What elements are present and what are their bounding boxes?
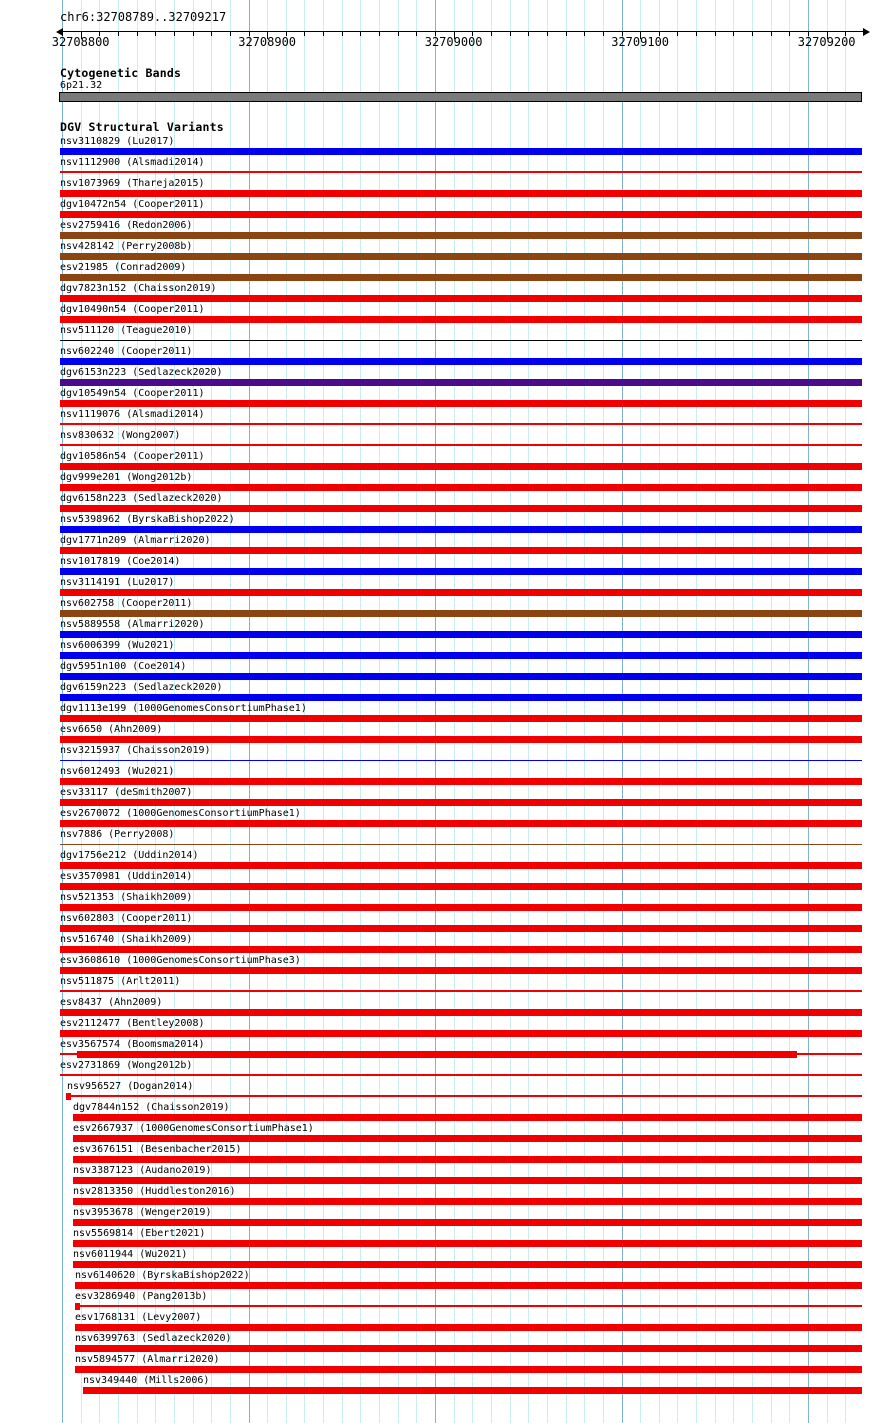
variant-bar[interactable] xyxy=(60,652,862,659)
variant-bar[interactable] xyxy=(60,316,862,323)
variant-bar[interactable] xyxy=(60,610,862,617)
ruler-tick-label: 32708800 xyxy=(51,35,110,49)
variant-label[interactable]: esv2731869 (Wong2012b) xyxy=(60,1060,193,1071)
variant-label[interactable]: esv2667937 (1000GenomesConsortiumPhase1) xyxy=(73,1123,314,1134)
variant-label[interactable]: nsv3215937 (Chaisson2019) xyxy=(60,745,211,756)
variant-label[interactable]: dgv10472n54 (Cooper2011) xyxy=(60,199,205,210)
variant-bar[interactable] xyxy=(60,844,862,845)
variant-bar[interactable] xyxy=(75,1324,862,1331)
variant-label[interactable]: nsv6012493 (Wu2021) xyxy=(60,766,175,777)
variant-bar[interactable] xyxy=(60,904,862,911)
variant-label[interactable]: dgv10549n54 (Cooper2011) xyxy=(60,388,205,399)
variant-bar[interactable] xyxy=(73,1156,862,1163)
variant-bar[interactable] xyxy=(71,1095,862,1097)
variant-bar[interactable] xyxy=(73,1219,862,1226)
variant-bar[interactable] xyxy=(60,778,862,785)
variant-label[interactable]: nsv1017819 (Coe2014) xyxy=(60,556,181,567)
variant-label[interactable]: nsv830632 (Wong2007) xyxy=(60,430,181,441)
cytoband-bar[interactable] xyxy=(59,92,862,102)
variant-label[interactable]: nsv6011944 (Wu2021) xyxy=(73,1249,188,1260)
ruler-tick xyxy=(137,32,138,36)
variant-label[interactable]: nsv521353 (Shaikh2009) xyxy=(60,892,193,903)
variant-label[interactable]: esv1768131 (Levy2007) xyxy=(75,1312,202,1323)
variant-label[interactable]: nsv349440 (Mills2006) xyxy=(83,1375,210,1386)
variant-bar[interactable] xyxy=(60,400,862,407)
variant-bar[interactable] xyxy=(60,190,862,197)
variant-bar[interactable] xyxy=(60,171,862,173)
cytogenetic-track-title: Cytogenetic Bands xyxy=(60,66,182,80)
variant-bar[interactable] xyxy=(77,1051,797,1058)
variant-label[interactable]: nsv516740 (Shaikh2009) xyxy=(60,934,193,945)
variant-label[interactable]: nsv1112900 (Alsmadi2014) xyxy=(60,157,205,168)
variant-bar[interactable] xyxy=(73,1177,862,1184)
variant-label[interactable]: nsv511120 (Teague2010) xyxy=(60,325,193,336)
ruler-tick xyxy=(211,32,212,36)
variant-bar[interactable] xyxy=(60,925,862,932)
variant-label[interactable]: nsv5894577 (Almarri2020) xyxy=(75,1354,220,1365)
variant-bar[interactable] xyxy=(75,1366,862,1373)
variant-bar[interactable] xyxy=(60,505,862,512)
variant-bar[interactable] xyxy=(60,799,862,806)
variant-label[interactable]: dgv10490n54 (Cooper2011) xyxy=(60,304,205,315)
ruler-tick xyxy=(323,32,324,36)
variant-label[interactable]: nsv1119076 (Alsmadi2014) xyxy=(60,409,205,420)
ruler-tick xyxy=(174,32,175,36)
variant-bar[interactable] xyxy=(60,589,862,596)
variant-label[interactable]: esv3286940 (Pang2013b) xyxy=(75,1291,208,1302)
variant-label[interactable]: nsv5398962 (ByrskaBishop2022) xyxy=(60,514,235,525)
variant-label[interactable]: dgv10586n54 (Cooper2011) xyxy=(60,451,205,462)
ruler-tick-label: 32709200 xyxy=(797,35,856,49)
variant-label[interactable]: esv2759416 (Redon2006) xyxy=(60,220,193,231)
variant-label[interactable]: dgv7823n152 (Chaisson2019) xyxy=(60,283,217,294)
variant-bar[interactable] xyxy=(60,883,862,890)
ruler-tick xyxy=(696,32,697,36)
variant-bar[interactable] xyxy=(73,1135,862,1142)
variant-label[interactable]: dgv1113e199 (1000GenomesConsortiumPhase1) xyxy=(60,703,307,714)
variant-label[interactable]: nsv428142 (Perry2008b) xyxy=(60,241,193,252)
variant-bar[interactable] xyxy=(60,990,862,992)
variant-bar[interactable] xyxy=(60,631,862,638)
variant-bar[interactable] xyxy=(60,358,862,365)
ruler-tick xyxy=(360,32,361,36)
variant-bar[interactable] xyxy=(60,211,862,218)
variant-bar[interactable] xyxy=(60,694,862,701)
variant-bar[interactable] xyxy=(60,423,862,425)
variant-label[interactable]: nsv602803 (Cooper2011) xyxy=(60,913,193,924)
ruler-tick xyxy=(528,32,529,36)
variant-label[interactable]: dgv5951n100 (Coe2014) xyxy=(60,661,187,672)
ruler-tick-label: 32709000 xyxy=(424,35,483,49)
variant-label[interactable]: esv6650 (Ahn2009) xyxy=(60,724,163,735)
variant-bar[interactable] xyxy=(60,1074,862,1076)
ruler-tick xyxy=(566,32,567,36)
ruler-tick xyxy=(733,32,734,36)
variant-label[interactable]: esv21985 (Conrad2009) xyxy=(60,262,187,273)
ruler-tick-label: 32708900 xyxy=(238,35,297,49)
variant-bar[interactable] xyxy=(60,444,862,446)
ruler-tick xyxy=(193,32,194,36)
variant-bar[interactable] xyxy=(60,340,862,341)
variant-label[interactable]: nsv511875 (Arlt2011) xyxy=(60,976,181,987)
variant-bar[interactable] xyxy=(73,1114,862,1121)
variant-bar[interactable] xyxy=(60,673,862,680)
variant-bar[interactable] xyxy=(83,1387,862,1394)
variant-bar[interactable] xyxy=(75,1345,862,1352)
variant-label[interactable]: esv2112477 (Bentley2008) xyxy=(60,1018,205,1029)
variant-label[interactable]: esv3567574 (Boomsma2014) xyxy=(60,1039,205,1050)
variant-bar[interactable] xyxy=(73,1261,862,1268)
variant-bar[interactable] xyxy=(60,463,862,470)
variant-bar[interactable] xyxy=(60,232,862,239)
variant-bar[interactable] xyxy=(60,526,862,533)
ruler-tick xyxy=(398,32,399,36)
variant-bar[interactable] xyxy=(80,1305,862,1307)
cytoband-name: 6p21.32 xyxy=(60,80,103,91)
variant-bar[interactable] xyxy=(75,1282,862,1289)
variant-label[interactable]: nsv3953678 (Wenger2019) xyxy=(73,1207,212,1218)
variant-label[interactable]: nsv5569814 (Ebert2021) xyxy=(73,1228,206,1239)
ruler-right-arrow-icon xyxy=(863,28,870,36)
variant-label[interactable]: dgv1771n209 (Almarri2020) xyxy=(60,535,211,546)
variant-label[interactable]: nsv602240 (Cooper2011) xyxy=(60,346,193,357)
variant-label[interactable]: dgv6158n223 (Sedlazeck2020) xyxy=(60,493,223,504)
variant-bar[interactable] xyxy=(60,568,862,575)
ruler-tick xyxy=(752,32,753,36)
variant-bar[interactable] xyxy=(60,862,862,869)
ruler-tick xyxy=(155,32,156,36)
variant-label[interactable]: nsv5889558 (Almarri2020) xyxy=(60,619,205,630)
variant-label[interactable]: esv3570981 (Uddin2014) xyxy=(60,871,193,882)
variant-label[interactable]: dgv6153n223 (Sedlazeck2020) xyxy=(60,367,223,378)
variant-label[interactable]: nsv7886 (Perry2008) xyxy=(60,829,175,840)
ruler-tick-label: 32709100 xyxy=(611,35,670,49)
variant-bar[interactable] xyxy=(60,760,862,761)
variant-bar[interactable] xyxy=(60,820,862,827)
ruler-axis-line xyxy=(62,31,864,32)
variant-label[interactable]: nsv3387123 (Audano2019) xyxy=(73,1165,212,1176)
variant-label[interactable]: nsv6006399 (Wu2021) xyxy=(60,640,175,651)
variant-label[interactable]: nsv6399763 (Sedlazeck2020) xyxy=(75,1333,232,1344)
variant-label[interactable]: dgv1756e212 (Uddin2014) xyxy=(60,850,199,861)
ruler-tick xyxy=(342,32,343,36)
ruler-tick xyxy=(510,32,511,36)
variant-bar[interactable] xyxy=(60,379,862,386)
variant-bar[interactable] xyxy=(60,946,862,953)
variant-label[interactable]: nsv602758 (Cooper2011) xyxy=(60,598,193,609)
variant-bar[interactable] xyxy=(60,148,862,155)
variant-label[interactable]: nsv2813350 (Huddleston2016) xyxy=(73,1186,236,1197)
variant-bar[interactable] xyxy=(60,1009,862,1016)
variant-bar[interactable] xyxy=(60,1030,862,1037)
variant-label[interactable]: nsv3114191 (Lu2017) xyxy=(60,577,175,588)
variant-label[interactable]: nsv956527 (Dogan2014) xyxy=(67,1081,194,1092)
variant-bar[interactable] xyxy=(73,1198,862,1205)
variant-label[interactable]: nsv1073969 (Thareja2015) xyxy=(60,178,205,189)
ruler-tick xyxy=(771,32,772,36)
variant-label[interactable]: nsv3110829 (Lu2017) xyxy=(60,136,175,147)
ruler-tick xyxy=(584,32,585,36)
variant-bar[interactable] xyxy=(60,547,862,554)
variant-label[interactable]: dgv6159n223 (Sedlazeck2020) xyxy=(60,682,223,693)
dgv-track-title: DGV Structural Variants xyxy=(60,120,224,134)
variant-label[interactable]: esv3676151 (Besenbacher2015) xyxy=(73,1144,242,1155)
variant-bar[interactable] xyxy=(797,1053,862,1055)
variant-bar[interactable] xyxy=(60,274,862,281)
variant-bar[interactable] xyxy=(60,736,862,743)
variant-bar[interactable] xyxy=(73,1240,862,1247)
variant-bar[interactable] xyxy=(60,253,862,260)
variant-label[interactable]: nsv6140620 (ByrskaBishop2022) xyxy=(75,1270,250,1281)
variant-label[interactable]: esv2670072 (1000GenomesConsortiumPhase1) xyxy=(60,808,301,819)
ruler-tick xyxy=(379,32,380,36)
variant-label[interactable]: dgv999e201 (Wong2012b) xyxy=(60,472,193,483)
variant-label[interactable]: dgv7844n152 (Chaisson2019) xyxy=(73,1102,230,1113)
region-label: chr6:32708789..32709217 xyxy=(60,10,227,24)
variant-bar[interactable] xyxy=(60,484,862,491)
variant-bar[interactable] xyxy=(60,1053,77,1055)
variant-label[interactable]: esv33117 (deSmith2007) xyxy=(60,787,193,798)
variant-label[interactable]: esv3608610 (1000GenomesConsortiumPhase3) xyxy=(60,955,301,966)
ruler-tick xyxy=(547,32,548,36)
variant-bar[interactable] xyxy=(60,967,862,974)
variant-bar[interactable] xyxy=(60,715,862,722)
ruler-tick xyxy=(715,32,716,36)
variant-label[interactable]: esv8437 (Ahn2009) xyxy=(60,997,163,1008)
variant-bar[interactable] xyxy=(60,295,862,302)
